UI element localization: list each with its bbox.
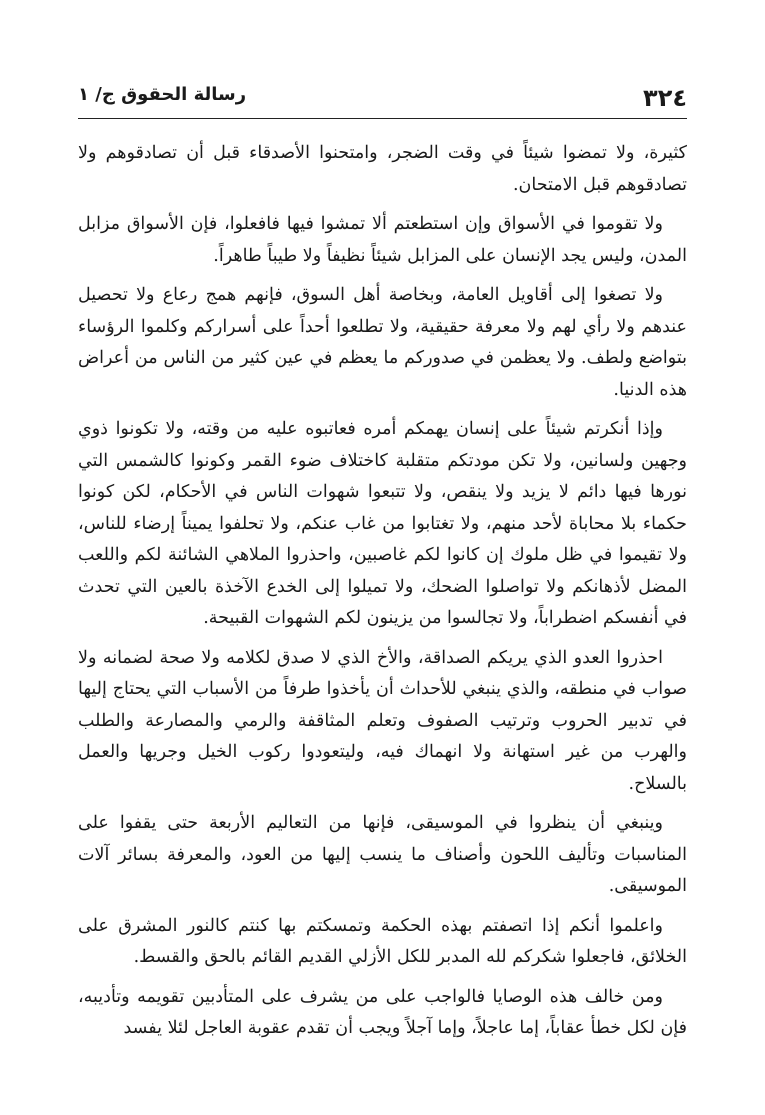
paragraph: ولا تقوموا في الأسواق وإن استطعتم ألا تمشوا فيها فافعلوا، فإن الأسواق مزابل المدن، وليس يجد الإنسان على المزابل شيئاً نظيفاً ولا طيباً طاهراً. bbox=[78, 214, 687, 266]
paragraph: ولا تصغوا إلى أقاويل العامة، وبخاصة أهل السوق، فإنهم همج رعاع ولا تحصيل عندهم ولا رأي لهم ولا معرفة حقيقية، ولا تطلعوا أحداً على أسراركم وكلموا الرؤساء بتواضع ولطف. ولا يعظمن في صدوركم ما يعظم في عين كثير من الناس من أعراض هذه الدنيا. bbox=[78, 285, 687, 400]
book-title: رسالة الحقوق ج/ ١ bbox=[78, 84, 247, 105]
paragraph: واعلموا أنكم إذا اتصفتم بهذه الحكمة وتمسكتم بها كنتم كالنور المشرق على الخلائق، فاجعلوا شكركم لله المدبر للكل الأزلي القديم القائم بالحق والقسط. bbox=[78, 915, 687, 967]
paragraph: كثيرة، ولا تمضوا شيئاً في وقت الضجر، وامتحنوا الأصدقاء قبل أن تصادقوهم ولا تصادقوهم قبل الامتحان. bbox=[78, 143, 687, 195]
page-header bbox=[78, 82, 687, 119]
page-number: ٣٢٤ bbox=[643, 84, 687, 112]
page-body bbox=[78, 138, 687, 1053]
paragraph: ومن خالف هذه الوصايا فالواجب على من يشرف على المتأدبين تقويمه وتأديبه، فإن لكل خطأ عقاباً، إما عاجلاً، وإما آجلاً ويجب أن تقدم عقوبة العاجل لئلا يفسد bbox=[78, 986, 687, 1038]
paragraph: وينبغي أن ينظروا في الموسيقى، فإنها من التعاليم الأربعة حتى يقفوا على المناسبات وتأليف اللحون وأصناف ما ينسب إليها من العود، والمعرفة بسائر آلات الموسيقى. bbox=[78, 813, 687, 896]
paragraph: احذروا العدو الذي يريكم الصداقة، والأخ الذي لا صدق لكلامه ولا صحة لضمانه ولا صواب في منطقه، والذي ينبغي للأحداث أن يأخذوا طرفاً من الأسباب التي يحتاج إليها في تدبير الحروب وترتيب الصفوف وتعلم المثاقفة والرمي والمصارعة والطلب والهرب من غير استهانة ولا انهماك فيه، وليتعودوا ركوب الخيل وجريها والعمل بالسلاح. bbox=[78, 647, 687, 794]
paragraph: وإذا أنكرتم شيئاً على إنسان يهمكم أمره فعاتبوه عليه من وقته، ولا تكونوا ذوي وجهين ولسانين، ولا تكن مودتكم متقلبة كاختلاف ضوء القمر وكونوا كالشمس التي نورها فيها دائم لا يزيد ولا ينقص، ولا تتبعوا شهوات الناس في الأحكام، لكن كونوا حكماء بلا محاباة لأحد منهم، ولا تغتابوا من غاب عنكم، ولا تحلفوا يميناً إرضاء للناس، ولا تقيموا في ظل ملوك إن كانوا لكم غاصبين، واحذروا الملاهي الشائنة لكم واللعب المضل لأذهانكم ولا تواصلوا الضحك، ولا تميلوا إلى الخدع الآخذة بالعين التي تحدث في أنفسكم اضطراباً، ولا تجالسوا من يزينون لكم الشهوات القبيحة. bbox=[78, 419, 687, 628]
